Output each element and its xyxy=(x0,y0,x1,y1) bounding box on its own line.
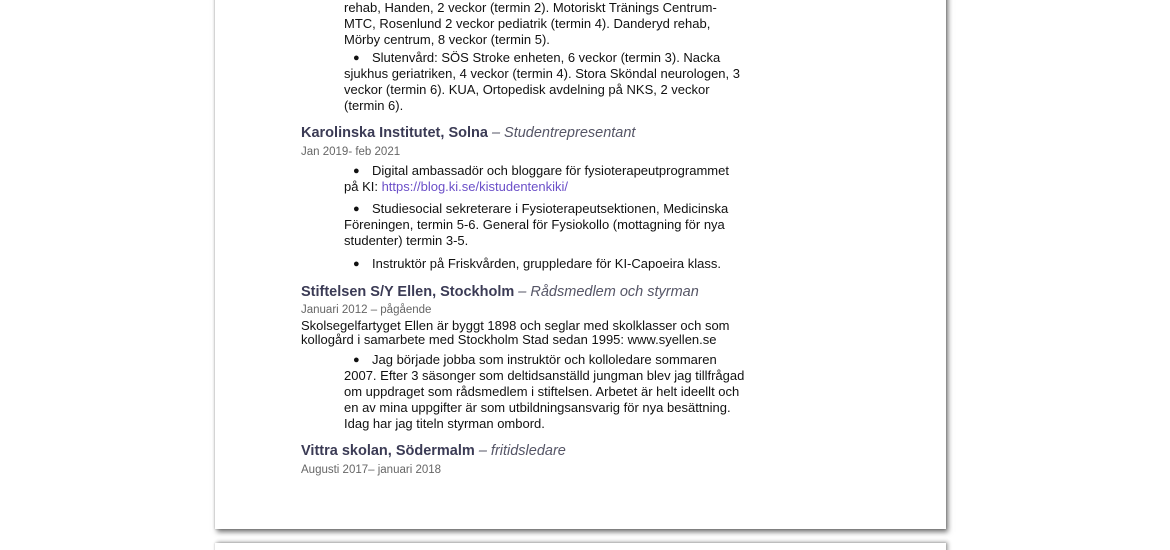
bullet-text-line xyxy=(344,179,568,195)
job-role: – fritidsledare xyxy=(474,443,566,459)
job-heading xyxy=(301,124,635,142)
organization-name: Karolinska Institutet, Solna xyxy=(301,125,488,141)
bullet-text-prefix: på KI: xyxy=(344,179,382,194)
bullet-icon: ● xyxy=(353,165,360,177)
bullet-text-line: MTC, Rosenlund 2 veckor pediatrik (termin 4). Danderyd rehab, xyxy=(344,16,711,31)
job-date: Jan 2019- feb 2021 xyxy=(301,146,401,158)
blog-link[interactable]: https://blog.ki.se/kistudentenkiki/ xyxy=(381,179,569,194)
bullet-icon: ● xyxy=(353,258,360,270)
bullet-text-line: Digital ambassadör och bloggare för fysioterapeutprogrammet xyxy=(372,163,729,178)
bullet-text-line: Jag började jobba som instruktör och kolloledare sommaren xyxy=(372,352,717,367)
job-role: – Rådsmedlem och styrman xyxy=(514,284,699,300)
paragraph-line: kollogård i samarbete med Stockholm Stad sedan 1995: www.syellen.se xyxy=(301,332,717,347)
bullet-icon: ● xyxy=(353,203,360,215)
bullet-text-line: (termin 6). xyxy=(344,98,404,113)
paragraph-line: Skolsegelfartyget Ellen är byggt 1898 och seglar med skolklasser och som xyxy=(301,318,730,333)
bullet-text-line: 2007. Efter 3 säsonger som deltidsanställd jungman blev jag tillfrågad xyxy=(344,368,745,383)
job-heading xyxy=(301,283,699,301)
bullet-text-line: om uppdraget som rådsmedlem i stiftelsen. Arbetet är helt ideellt och xyxy=(344,384,740,399)
bullet-text-line: Föreningen, termin 5-6. General för Fysiokollo (mottagning för nya xyxy=(344,217,725,232)
job-date: Januari 2012 – pågående xyxy=(301,304,432,316)
bullet-text-line: Instruktör på Friskvården, gruppledare för KI-Capoeira klass. xyxy=(372,256,721,271)
bullet-text-line: veckor (termin 6). KUA, Ortopedisk avdelning på NKS, 2 veckor xyxy=(344,82,710,97)
bullet-text-line: Slutenvård: SÖS Stroke enheten, 6 veckor (termin 3). Nacka xyxy=(372,50,721,65)
next-document-page xyxy=(215,543,946,550)
bullet-text-line: en av mina uppgifter är som utbildningsansvarig för nya besättning. xyxy=(344,400,731,415)
document-page xyxy=(215,0,946,529)
bullet-text-line: studenter) termin 3-5. xyxy=(344,233,469,248)
bullet-icon: ● xyxy=(353,52,360,64)
job-role: – Studentrepresentant xyxy=(487,125,636,141)
organization-name: Stiftelsen S/Y Ellen, Stockholm xyxy=(301,284,515,300)
job-date: Augusti 2017– januari 2018 xyxy=(301,464,442,476)
bullet-text-line: Mörby centrum, 8 veckor (termin 5). xyxy=(344,32,550,47)
bullet-text-line: Idag har jag titeln styrman ombord. xyxy=(344,416,545,431)
bullet-text-line: sjukhus geriatriken, 4 veckor (termin 4). Stora Sköndal neurologen, 3 xyxy=(344,66,740,81)
job-heading xyxy=(301,442,566,460)
bullet-text-line: Studiesocial sekreterare i Fysioterapeutsektionen, Medicinska xyxy=(372,201,729,216)
bullet-icon: ● xyxy=(353,354,360,366)
bullet-text-line: rehab, Handen, 2 veckor (termin 2). Motoriskt Tränings Centrum- xyxy=(344,0,717,15)
organization-name: Vittra skolan, Södermalm xyxy=(301,443,475,459)
